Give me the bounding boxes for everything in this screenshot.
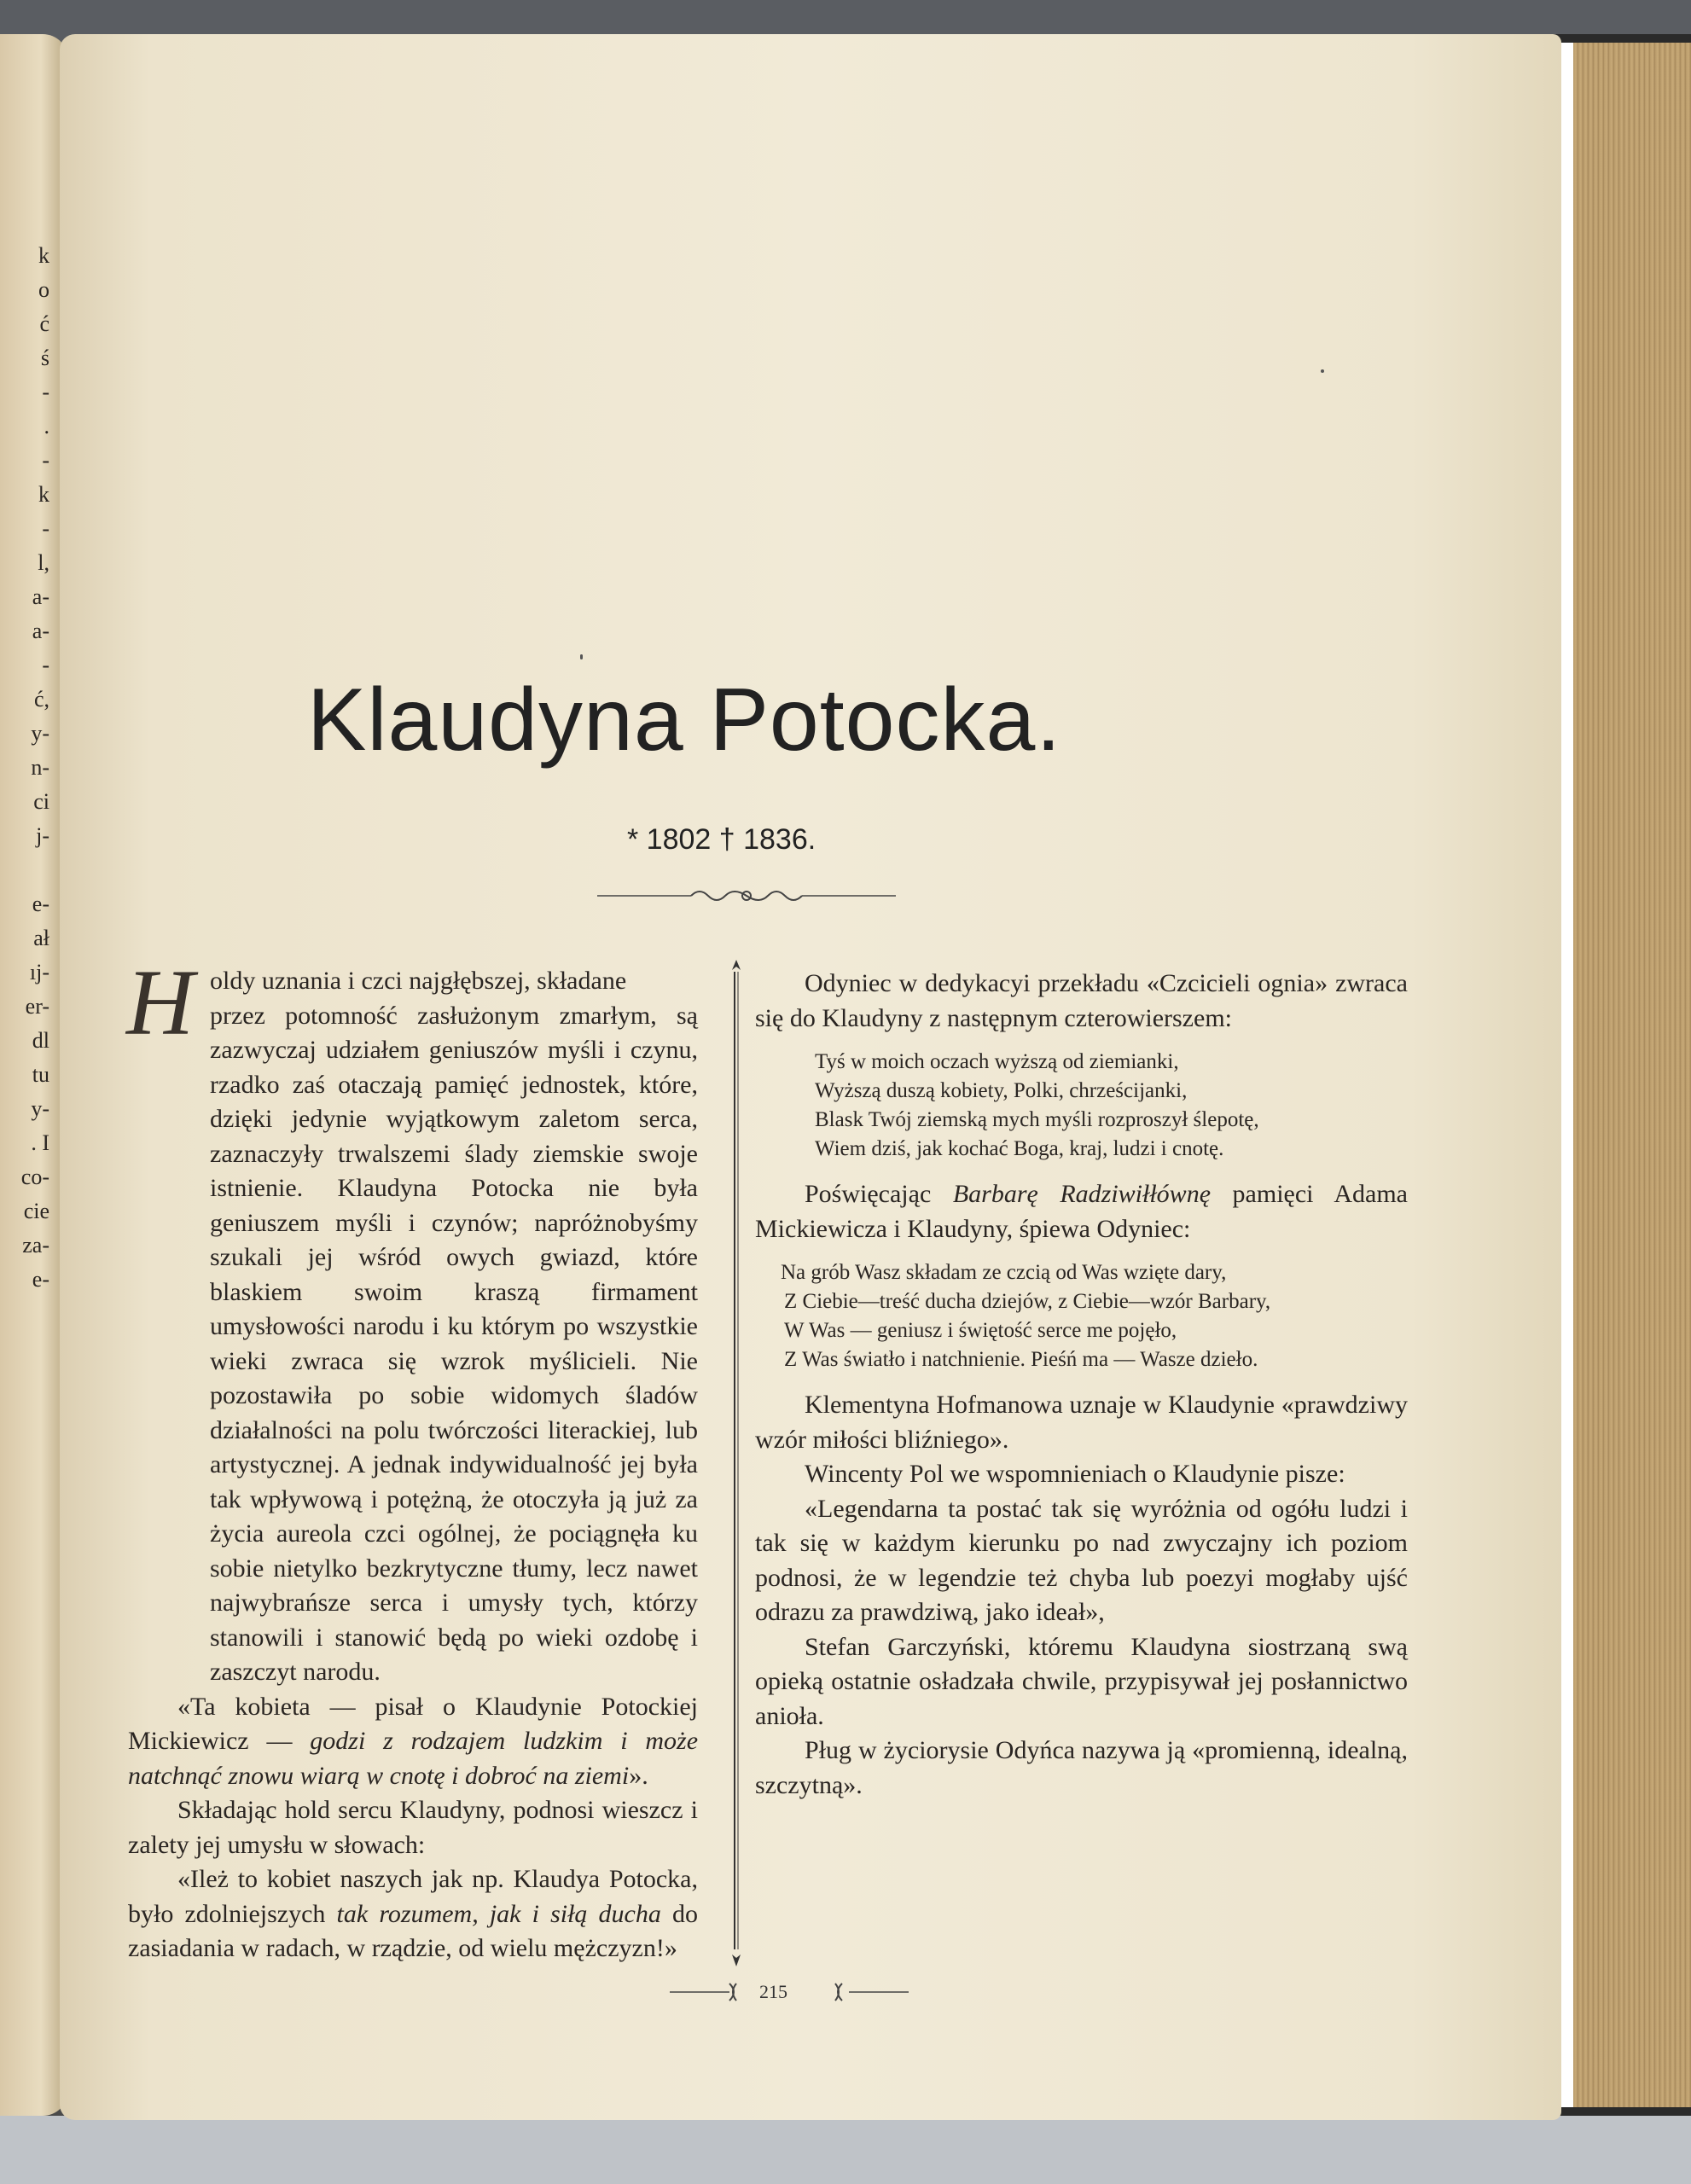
italic-phrase: tak rozumem, jak i siłą ducha xyxy=(336,1899,661,1928)
left-page-fragment: cie xyxy=(23,1199,49,1223)
left-page-fragment: ć xyxy=(39,311,49,336)
left-page-fragment: tu xyxy=(32,1062,49,1087)
left-page-fragment: er- xyxy=(25,994,49,1019)
paper-speck xyxy=(1321,369,1324,373)
book-page xyxy=(60,34,1561,2120)
page-number-ornament-right xyxy=(832,1979,909,2005)
poem-line: Z Was światło i natchnienie. Pieśń ma — Wasze dzieło. xyxy=(784,1348,1258,1371)
decorative-initial: H xyxy=(126,950,195,1054)
poem-line: Blask Twój ziemską mych myśli rozproszył ślepotę, xyxy=(815,1108,1259,1131)
left-page-fragment: ıj- xyxy=(29,960,49,985)
left-page-fragment: ci xyxy=(33,789,49,814)
background-bottom xyxy=(0,2116,1691,2184)
left-page-fragment: a- xyxy=(32,584,49,609)
left-page-fragment: l, xyxy=(38,550,49,575)
left-page-fragment: e- xyxy=(32,892,49,916)
poem-line: Wyższą duszą kobiety, Polki, chrześcijanki, xyxy=(815,1079,1188,1102)
paragraph: oldy uznania i czci najgłębszej, składane xyxy=(210,967,627,995)
left-page-fragment: - xyxy=(42,653,49,677)
left-page-fragment: y- xyxy=(31,1096,49,1121)
left-page-fragment: co- xyxy=(20,1165,49,1189)
left-page-fragment: ś xyxy=(40,346,49,370)
poem-line: Z Ciebie—treść ducha dziejów, z Ciebie—wzór Barbary, xyxy=(784,1290,1271,1313)
left-page-fragment: o xyxy=(38,277,49,302)
left-page-fragment: za- xyxy=(22,1233,49,1258)
poem-line: Wiem dziś, jak kochać Boga, kraj, ludzi i cnotę. xyxy=(815,1137,1224,1160)
left-page-fragment: a- xyxy=(32,619,49,643)
left-page-fragment: - xyxy=(42,516,49,541)
left-page-fragment: n- xyxy=(31,755,49,780)
page-number: 215 xyxy=(759,1981,787,2002)
page-edges xyxy=(1561,43,1691,2107)
left-page-fragment: j- xyxy=(36,823,49,848)
italic-title: Barbarę Radziwiłłównę xyxy=(952,1180,1212,1208)
column-divider xyxy=(723,960,749,1966)
left-page-fragment: k xyxy=(38,243,49,268)
left-page-fragment: - xyxy=(42,380,49,404)
left-column xyxy=(128,964,698,1966)
article-title: Klaudyna Potocka. xyxy=(307,671,1062,770)
paragraph: Wincenty Pol we wspomnieniach o Klaudynie pisze: xyxy=(805,1460,1345,1488)
left-page-fragment: - xyxy=(42,448,49,473)
poem xyxy=(781,1258,1408,1374)
left-page-fragment: ał xyxy=(33,926,49,950)
title-ornament xyxy=(597,883,896,909)
poem xyxy=(815,1048,1408,1164)
paragraph: Poświęcając Barbarę Radziwiłłównę pamięci Adama Mickiewicza i Klaudyny, śpiewa Odyniec: xyxy=(755,1180,1409,1243)
left-page-fragment: e- xyxy=(32,1267,49,1292)
left-page-text-fragments xyxy=(3,239,55,1297)
page-number-ornament-left xyxy=(670,1979,747,2005)
paragraph: Pług w życiorysie Odyńca nazywa ją «promienną, idealną, szczytną». xyxy=(755,1736,1408,1799)
left-page-fragment xyxy=(3,853,55,887)
left-page-fragment: ć, xyxy=(33,687,49,712)
poem-line: Tyś w moich oczach wyższą od ziemianki, xyxy=(815,1050,1179,1073)
left-page-fragment: . I xyxy=(31,1130,49,1155)
paragraph: przez potomność zasłużonym zmarłym, są zazwyczaj udziałem geniuszów myśli i czynu, rzadko zaś otaczają pamięć jednostek, które, dzięki jedynie wyjątkowym zaletom serca, zaznaczyły trwalszemi ślady ziemskie swoje istnienie. Klaudyna Potocka nie była geniuszem myśli i czynów; napróżnobyśmy szukali jej wśród owych gwiazd, które blaskiem swoim kraszą firmament umysłowości narodu i ku którym po wszystkie wieki zwraca się wzrok myślicieli. Nie pozostawiła po sobie widomych śladów działalności na polu twórczości literackiej, lub artystycznej. A jednak indywidualność jej była tak wpływową i potężną, że otoczyła ją już za życia aureola czci ogólnej, że pociągnęła ku sobie nietylko bezkrytyczne tłumy, lecz nawet najwybrańsze serca i umysły tych, którzy stanowili i stanowić będą po wieki ozdobę i zaszczyt narodu. xyxy=(210,1001,698,1686)
paragraph: Odyniec w dedykacyi przekładu «Czcicieli ognia» zwraca się do Klaudyny z następnym czterowierszem: xyxy=(755,969,1408,1032)
italic-quote: godzi z rodzajem ludzkim i może natchnąć znowu wiarą w cnotę i dobroć na ziemi xyxy=(128,1727,699,1790)
left-page-fragment: dl xyxy=(32,1028,49,1053)
poem-line: W Was — geniusz i świętość serce me pojęło, xyxy=(784,1319,1177,1342)
paper-speck xyxy=(580,654,583,659)
life-dates: * 1802 † 1836. xyxy=(627,823,816,856)
paragraph: Klementyna Hofmanowa uznaje w Klaudynie «prawdziwy wzór miłości bliźniego». xyxy=(755,1391,1408,1454)
paragraph: «Ta kobieta — pisał o Klaudynie Potockiej Mickiewicz — godzi z rodzajem ludzkim i może natchnąć znowu wiarą w cnotę i dobroć na ziemi». xyxy=(128,1692,699,1790)
right-column xyxy=(755,967,1408,1803)
paragraph: Stefan Garczyński, któremu Klaudyna siostrzaną swą opieką ostatnie osładzała chwile, przypisywał jej posłannictwo anioła. xyxy=(755,1632,1408,1730)
paragraph: Składając hold sercu Klaudyny, podnosi wieszcz i zalety jej umysłu w słowach: xyxy=(128,1796,698,1859)
poem-line: Na grób Wasz składam ze czcią od Was wzięte dary, xyxy=(781,1261,1227,1284)
paragraph: «Ileż to kobiet naszych jak np. Klaudya Potocka, było zdolniejszych tak rozumem, jak i siłą ducha do zasiadania w radach, w rządzie, od wielu mężczyzn!» xyxy=(128,1865,699,1962)
paragraph: «Legendarna ta postać tak się wyróżnia od ogółu ludzi i tak się w każdym kierunku po nad zwyczajny ich poziom podnosi, że w legendzie też chyba lub poezyi mogłaby ujść odrazu za prawdziwą, jako ideał», xyxy=(755,1494,1408,1626)
left-page-fragment: y- xyxy=(31,721,49,746)
left-page-fragment: k xyxy=(38,482,49,507)
left-page-edge xyxy=(0,34,68,2116)
left-page-fragment: . xyxy=(44,414,49,439)
